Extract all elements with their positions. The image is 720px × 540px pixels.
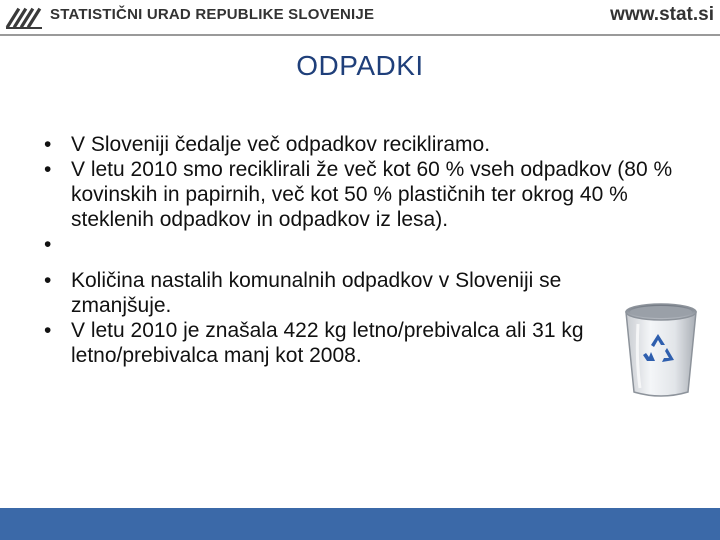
bullet-item: • V Sloveniji čedalje več odpadkov recikliramo.: [40, 132, 690, 157]
bullet-item: • Količina nastalih komunalnih odpadkov v Sloveniji se zmanjšuje.: [40, 268, 591, 318]
bullet-item: • V letu 2010 smo reciklirali že več kot 60 % vseh odpadkov (80 % kovinskih in papirnih, več kot 50 % plastičnih ter okrog 40 % steklenih odpadkov in odpadkov iz lesa).: [40, 157, 690, 232]
header: [0, 0, 720, 33]
slide-title: ODPADKI: [296, 50, 424, 81]
organization-name: STATISTIČNI URAD REPUBLIKE SLOVENIJE: [50, 6, 375, 23]
surs-logo-icon: [4, 2, 44, 30]
bullet-item: • V letu 2010 je znašala 422 kg letno/prebivalca ali 31 kg letno/prebivalca manj kot 2008.: [40, 318, 690, 368]
footer-bar: [0, 508, 720, 540]
header-divider: [0, 34, 720, 36]
website-url[interactable]: www.stat.si: [610, 4, 714, 25]
recycle-bin-icon: [618, 300, 704, 400]
list-spacer: [40, 232, 690, 268]
bullet-list: [40, 132, 690, 368]
